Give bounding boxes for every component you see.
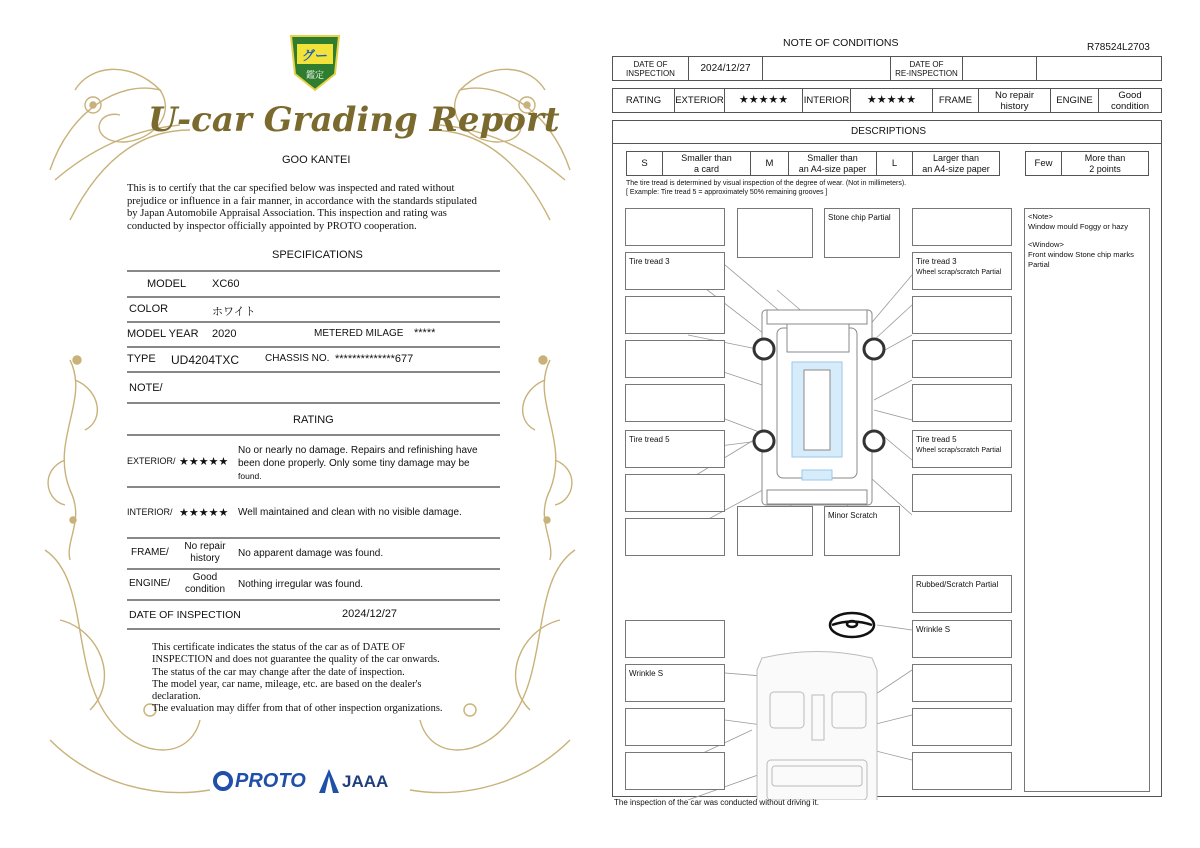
goo-kantei-badge-icon: [287, 30, 343, 94]
reference-number: R78524L2703: [1087, 42, 1150, 53]
note-box: [912, 664, 1012, 702]
svg-text:鑑定: 鑑定: [305, 71, 325, 81]
tire-note: The tire tread is determined by visual inspection of the degree of wear. (Not in millimeters). [ Example: Tire tread 5 = approximately 50% remaining grooves ]: [626, 180, 907, 196]
descriptions-heading: DESCRIPTIONS: [851, 126, 927, 137]
note-box: [625, 208, 725, 246]
svg-text:グー: グー: [301, 49, 329, 64]
sheet-interior-stars: ★★★★★: [851, 89, 933, 112]
sheet-footer: The inspection of the car was conducted without driving it.: [614, 798, 819, 807]
rating-row-frame: FRAME/ No repair history No apparent damage was found.: [127, 538, 500, 570]
spec-row-model: MODEL XC60: [127, 272, 500, 298]
rating-row: RATING EXTERIOR ★★★★★ INTERIOR ★★★★★ FRAME No repair history ENGINE Good condition: [612, 88, 1162, 113]
date-row: DATE OF INSPECTION 2024/12/27 DATE OF RE-INSPECTION: [612, 56, 1162, 81]
note-box: [625, 474, 725, 512]
note-box-wrinkle-right: Wrinkle S: [912, 620, 1012, 658]
certificate-title: U-car Grading Report: [148, 100, 560, 140]
divider: [612, 143, 1162, 144]
note-text: Window mould Foggy or hazy: [1028, 222, 1129, 231]
certificate-subtitle: GOO KANTEI: [282, 154, 351, 166]
year-value: 2020: [212, 328, 237, 340]
note-box: [625, 384, 725, 422]
note-box: [625, 296, 725, 334]
note-box: [912, 340, 1012, 378]
sheet-exterior-stars: ★★★★★: [725, 89, 803, 112]
rating-row-engine: ENGINE/ Good condition Nothing irregular was found.: [127, 569, 500, 601]
note-box: [737, 208, 813, 258]
note-box: [625, 340, 725, 378]
sheet-frame-value: No repair history: [979, 89, 1051, 112]
spec-row-year: MODEL YEAR 2020 METERED MILAGE *****: [127, 322, 500, 348]
note-box: [625, 518, 725, 556]
mileage-value: *****: [414, 327, 436, 339]
spec-row-note: NOTE/: [127, 372, 500, 404]
window-text: Front window Stone chip marks: [1028, 250, 1134, 259]
proto-logo-icon: [212, 770, 234, 792]
rating-row-date: DATE OF INSPECTION 2024/12/27: [127, 600, 500, 630]
certificate-intro: This is to certify that the car specified below was inspected and rated without prejudice or influence in a fair manner, in accordance with the standards stipulated by Japan Automobile Appraisal Association. This inspection and rating was conducted by inspector officially appointed by PROTO cooperation.: [127, 183, 477, 232]
note-of-conditions-sheet: [600, 30, 1175, 820]
engine-value: Good condition: [184, 572, 226, 595]
note-box: [912, 708, 1012, 746]
note-box: [912, 208, 1012, 246]
note-box-wrinkle-left: Wrinkle S: [625, 664, 725, 702]
spec-row-color: COLOR ホワイト: [127, 297, 500, 323]
rating-heading: RATING: [293, 414, 334, 426]
notes-panel: <Note> Window mould Foggy or hazy <Window> Front window Stone chip marks Partial: [1024, 208, 1150, 792]
note-box-tire-rear-left: Tire tread 5: [625, 430, 725, 468]
window-heading: <Window>: [1028, 240, 1064, 249]
note-box: [737, 506, 813, 556]
note-box-rear: Minor Scratch: [824, 506, 900, 556]
chassis-value: **************677: [335, 353, 414, 365]
jaaa-logo-icon: [318, 768, 340, 794]
note-box: [625, 752, 725, 790]
interior-stars: ★★★★★: [179, 507, 229, 519]
note-box: [625, 620, 725, 658]
note-heading: <Note>: [1028, 212, 1053, 221]
certificate-footer: This certificate indicates the status of the car as of DATE OF INSPECTION and does not guarantee the quality of the car onwards. The status of the car may change after the date of inspection. The model year, car name, mileage, etc. are based on the dealer's declaration. The evaluation may differ from that of other inspection organizations.: [152, 642, 443, 715]
type-value: UD4204TXC: [171, 353, 240, 367]
sheet-inspection-date: 2024/12/27: [689, 57, 763, 80]
note-box: [912, 296, 1012, 334]
note-box: [912, 474, 1012, 512]
note-box: [625, 708, 725, 746]
rating-row-exterior: EXTERIOR/ ★★★★★ No or nearly no damage. Repairs and refinishing have been done properly. Only some tiny damage may be found.: [127, 436, 500, 488]
proto-logo: PROTO: [235, 770, 306, 792]
note-box-front-bumper: Stone chip Partial: [824, 208, 900, 258]
sheet-title: NOTE OF CONDITIONS: [783, 37, 899, 49]
frame-value: No repair history: [184, 541, 226, 564]
note-box: [912, 384, 1012, 422]
note-box-tire-front-left: Tire tread 3: [625, 252, 725, 290]
specifications-heading: SPECIFICATIONS: [272, 249, 363, 261]
spec-row-type: TYPE UD4204TXC CHASSIS NO. **************677: [127, 347, 500, 373]
note-box: [912, 752, 1012, 790]
sheet-engine-value: Good condition: [1110, 89, 1150, 112]
jaaa-logo: JAAA: [342, 772, 389, 791]
model-value: XC60: [212, 278, 240, 290]
inspection-date: 2024/12/27: [342, 608, 398, 620]
rating-row-interior: INTERIOR/ ★★★★★ Well maintained and clean with no visible damage.: [127, 487, 500, 539]
note-box-tire-rear-right: Tire tread 5 Wheel scrap/scratch Partial: [912, 430, 1012, 468]
grading-certificate: [30, 20, 590, 830]
size-legend: S Smaller than a card M Smaller than an A4-size paper L Larger than an A4-size paper: [626, 151, 1000, 176]
color-value: ホワイト: [212, 306, 256, 318]
steering-wheel-icon: [830, 613, 874, 637]
exterior-stars: ★★★★★: [179, 456, 229, 468]
few-legend: Few More than 2 points: [1025, 151, 1149, 176]
note-box-tire-front-right: Tire tread 3 Wheel scrap/scratch Partial: [912, 252, 1012, 290]
note-box-steering: Rubbed/Scratch Partial: [912, 575, 1012, 613]
